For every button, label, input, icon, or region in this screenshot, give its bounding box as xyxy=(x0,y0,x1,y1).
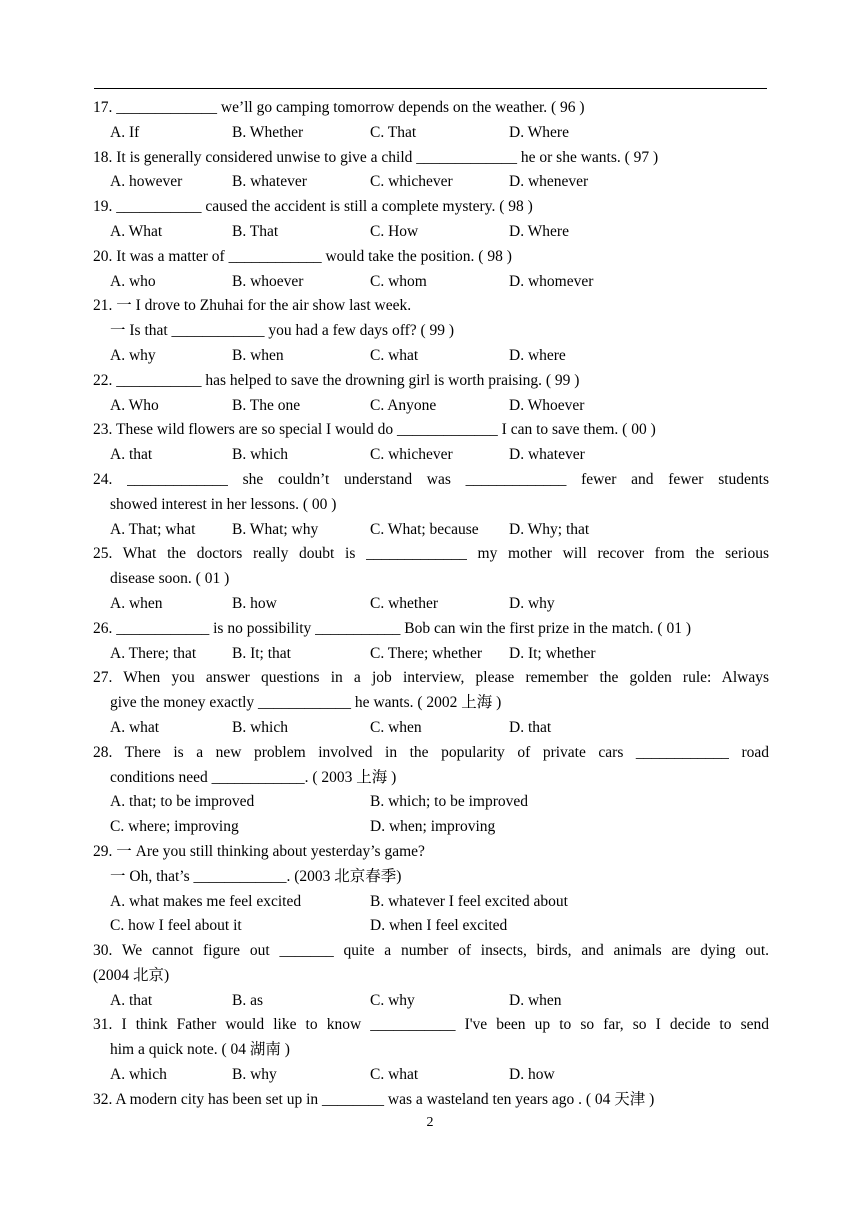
options-row xyxy=(93,1063,769,1088)
option-d: D. where xyxy=(509,346,566,364)
option-d: D. whatever xyxy=(509,446,585,464)
option-a: A. what xyxy=(110,718,160,736)
question-text: 23. These wild flowers are so special I would do _____________ I can to save them. ( 00 ) xyxy=(93,421,656,439)
option-d: D. why xyxy=(509,594,555,612)
option-c: C. why xyxy=(370,991,415,1009)
question-text-continued: conditions need ____________. ( 2003 上海 ) xyxy=(110,768,397,786)
question xyxy=(93,1013,769,1087)
option-a: A. that xyxy=(110,446,153,464)
question xyxy=(93,195,769,245)
options-row xyxy=(93,790,769,815)
option-a: A. what makes me feel excited xyxy=(110,892,302,910)
question-text: 21. 一 I drove to Zhuhai for the air show last week. xyxy=(93,297,412,315)
question-list xyxy=(93,96,769,1113)
option-a: A. that xyxy=(110,991,153,1009)
option-b: B. which xyxy=(232,446,288,464)
question-text: 26. ____________ is no possibility ___________ Bob can win the first prize in the match. ( 01 ) xyxy=(93,619,691,637)
option-d: D. Why; that xyxy=(509,520,590,538)
question-text: 17. _____________ we’ll go camping tomorrow depends on the weather. ( 96 ) xyxy=(93,99,585,116)
option-a: A. when xyxy=(110,594,163,612)
question-text: 27. When you answer questions in a job interview, please remember the golden rule: Always xyxy=(93,669,769,687)
question-text: 31. I think Father would like to know ___________ I've been up to so far, so I decide to send xyxy=(93,1016,769,1034)
option-b: B. whatever I feel excited about xyxy=(370,892,568,910)
options-row xyxy=(93,220,769,245)
question-text-continued: disease soon. ( 01 ) xyxy=(110,570,230,588)
option-c: C. What; because xyxy=(370,520,479,538)
question xyxy=(93,617,769,667)
options-row xyxy=(93,270,769,295)
option-a: A. however xyxy=(110,173,183,191)
option-d: D. how xyxy=(509,1066,555,1084)
question-text-continued: (2004 北京) xyxy=(93,966,170,984)
options-row xyxy=(93,914,769,939)
question xyxy=(93,245,769,295)
option-c: C. whom xyxy=(370,272,427,290)
question-text-continued: 一 Is that ____________ you had a few days off? ( 99 ) xyxy=(110,322,455,340)
question xyxy=(93,840,769,939)
question-text: 19. ___________ caused the accident is still a complete mystery. ( 98 ) xyxy=(93,198,533,216)
option-b: B. how xyxy=(232,594,277,612)
header-rule xyxy=(94,88,767,89)
options-row xyxy=(93,592,769,617)
question xyxy=(93,741,769,840)
option-a: A. There; that xyxy=(110,644,197,662)
option-c: C. How xyxy=(370,222,419,240)
option-d: D. It; whether xyxy=(509,644,596,662)
option-b: B. What; why xyxy=(232,520,319,538)
question xyxy=(93,939,769,1013)
options-row xyxy=(93,815,769,840)
question xyxy=(93,96,769,146)
question-text: 20. It was a matter of ____________ would take the position. ( 98 ) xyxy=(93,247,512,265)
option-a: A. that; to be improved xyxy=(110,793,255,811)
options-row xyxy=(93,443,769,468)
option-a: A. which xyxy=(110,1066,167,1084)
question-text: 28. There is a new problem involved in the popularity of private cars ____________ road xyxy=(93,743,769,761)
options-row xyxy=(93,518,769,543)
option-b: B. why xyxy=(232,1066,277,1084)
option-c: C. whether xyxy=(370,594,439,612)
option-a: A. That; what xyxy=(110,520,196,538)
question-text: 22. ___________ has helped to save the drowning girl is worth praising. ( 99 ) xyxy=(93,371,580,389)
option-c: C. whichever xyxy=(370,173,453,191)
options-row xyxy=(93,121,769,146)
option-d: D. Where xyxy=(509,222,569,240)
question-text: 25. What the doctors really doubt is _____________ my mother will recover from the serious xyxy=(93,545,769,563)
option-b: B. whatever xyxy=(232,173,307,191)
question xyxy=(93,418,769,468)
question xyxy=(93,1088,769,1113)
option-b: B. as xyxy=(232,991,263,1009)
option-b: B. Whether xyxy=(232,123,304,141)
option-d: D. that xyxy=(509,718,552,736)
option-c: C. what xyxy=(370,346,419,364)
option-a: A. What xyxy=(110,222,163,240)
option-b: B. when xyxy=(232,346,284,364)
option-c: C. when xyxy=(370,718,422,736)
option-c: C. what xyxy=(370,1066,419,1084)
option-b: B. which xyxy=(232,718,288,736)
option-a: A. why xyxy=(110,346,156,364)
option-c: C. Anyone xyxy=(370,396,437,414)
option-c: C. whichever xyxy=(370,446,453,464)
option-b: B. whoever xyxy=(232,272,304,290)
option-d: D. when xyxy=(509,991,562,1009)
option-c: C. where; improving xyxy=(110,818,239,836)
question xyxy=(93,542,769,616)
option-a: A. Who xyxy=(110,396,159,414)
question xyxy=(93,369,769,419)
question-text-continued: showed interest in her lessons. ( 00 ) xyxy=(110,495,337,513)
question xyxy=(93,468,769,542)
option-b: B. which; to be improved xyxy=(370,793,528,811)
options-row xyxy=(93,642,769,667)
option-d: D. whomever xyxy=(509,272,594,290)
options-row xyxy=(93,344,769,369)
option-b: B. It; that xyxy=(232,644,291,662)
option-c: C. There; whether xyxy=(370,644,483,662)
option-c: C. That xyxy=(370,123,417,141)
options-row xyxy=(93,989,769,1014)
question xyxy=(93,666,769,740)
question-text-continued: give the money exactly ____________ he wants. ( 2002 上海 ) xyxy=(110,694,502,712)
option-c: C. how I feel about it xyxy=(110,917,242,935)
option-d: D. Where xyxy=(509,123,569,141)
options-row xyxy=(93,170,769,195)
options-row xyxy=(93,890,769,915)
option-b: B. The one xyxy=(232,396,301,414)
question-text-continued: 一 Oh, that’s ____________. (2003 北京春季) xyxy=(110,867,402,885)
page-number: 2 xyxy=(426,1115,434,1130)
option-a: A. If xyxy=(110,123,140,141)
question-text: 32. A modern city has been set up in ________ was a wasteland ten years ago . ( 04 天津 ) xyxy=(93,1090,655,1108)
question-text-continued: him a quick note. ( 04 湖南 ) xyxy=(110,1041,290,1059)
question xyxy=(93,146,769,196)
question-text: 30. We cannot figure out _______ quite a number of insects, birds, and animals are dying out. xyxy=(93,942,769,960)
question-text: 18. It is generally considered unwise to give a child _____________ he or she wants. ( 97 ) xyxy=(93,148,659,166)
question-text: 24. _____________ she couldn’t understand was _____________ fewer and fewer students xyxy=(93,470,769,488)
option-b: B. That xyxy=(232,222,279,240)
option-d: D. whenever xyxy=(509,173,589,191)
question-text: 29. 一 Are you still thinking about yesterday’s game? xyxy=(93,842,425,860)
option-d: D. when; improving xyxy=(370,818,496,836)
options-row xyxy=(93,716,769,741)
question xyxy=(93,294,769,368)
option-d: D. Whoever xyxy=(509,396,585,414)
options-row xyxy=(93,394,769,419)
option-d: D. when I feel excited xyxy=(370,917,508,935)
option-a: A. who xyxy=(110,272,156,290)
